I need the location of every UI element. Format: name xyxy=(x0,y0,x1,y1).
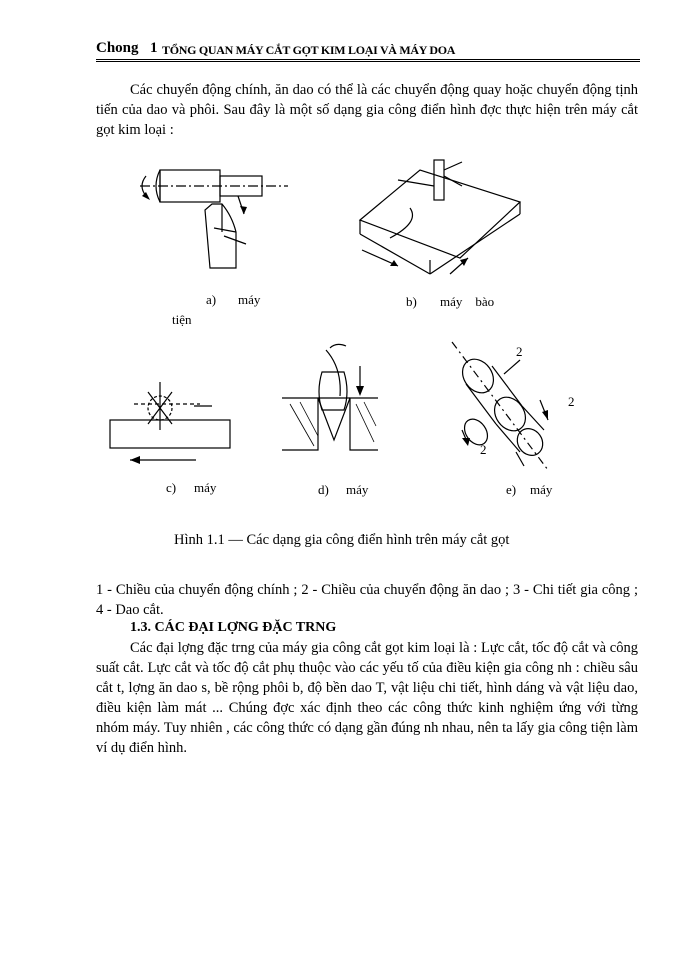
number-2-bottom: 2 xyxy=(480,442,487,457)
grinding-drawing xyxy=(452,342,548,470)
legend-paragraph: 1 - Chiều của chuyển động chính ; 2 - Chiều của chuyển động ăn dao ; 3 - Chi tiết gia công ; 4 - Dao cắt. xyxy=(96,582,638,618)
figure-caption: Hình 1.1 — Các dạng gia công điển hình trên máy cắt gọt xyxy=(174,532,510,548)
milling-drawing xyxy=(110,382,230,464)
label-d: d) xyxy=(318,482,329,497)
label-a-text2: tiện xyxy=(172,312,192,327)
lathe-turning-drawing xyxy=(140,170,288,268)
label-b: b) xyxy=(406,294,417,309)
chapter-number: 1 xyxy=(150,40,158,56)
shaper-drawing xyxy=(360,160,520,274)
body-paragraph: Các đại lợng đặc trng của máy gia công cắt gọt kim loại là : Lực cắt, tốc độ cắt và công suất cắt. Lực cắt và tốc độ cắt phụ thuộc vào các yếu tố của điều kiện gia công nh : chiều sâu cắt t, lợng ăn dao s, bề rộng phôi b, độ bền dao T, vật liệu chi tiết, hình dáng và vật liệu dao, điều kiện làm mát ... Chúng đợc xác định theo các công thức kinh nghiệm ứng với từng nhóm máy. Tuy nhiên , các công thức có dạng gần đúng nh nhau, nên ta lấy gia công tiện làm ví dụ điển hình. xyxy=(96,640,638,756)
label-b-text: máy bào xyxy=(440,294,495,309)
label-a: a) xyxy=(206,292,217,307)
label-e: e) xyxy=(506,482,517,497)
chapter-title: TỔNG QUAN MÁY CẮT GỌT KIM LOẠI VÀ MÁY DOA xyxy=(162,43,456,57)
drilling-drawing xyxy=(282,344,378,450)
label-c: c) xyxy=(166,480,177,495)
label-c-text: máy xyxy=(194,480,217,495)
label-e-text: máy xyxy=(530,482,553,497)
number-2-top: 2 xyxy=(516,344,523,359)
label-a-text: máy xyxy=(238,292,261,307)
intro-paragraph: Các chuyển động chính, ăn dao có thể là các chuyển động quay hoặc chuyển động tịnh tiến của dao và phôi. Sau đây là một số dạng gia công điển hình đợc thực hiện trên máy cắt gọt kim loại : xyxy=(96,82,638,138)
number-2-right: 2 xyxy=(568,394,575,409)
section-heading: 1.3. CÁC ĐẠI LỢNG ĐẶC TRNG xyxy=(130,620,337,635)
chapter-word: Chong xyxy=(96,40,139,56)
label-d-text: máy xyxy=(346,482,369,497)
